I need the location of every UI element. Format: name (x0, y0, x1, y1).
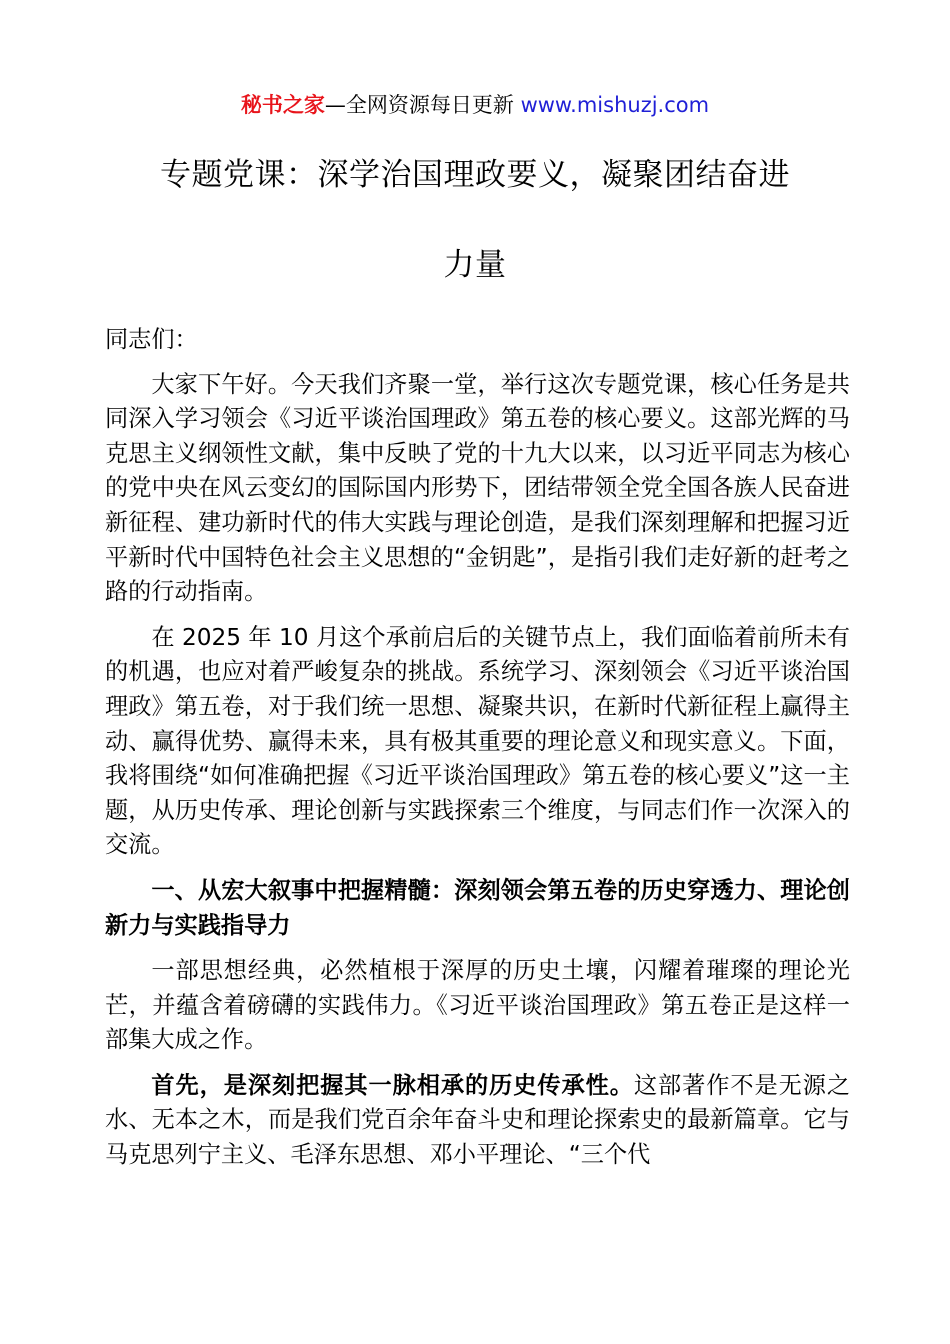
section-paragraph: 一部思想经典，必然植根于深厚的历史土壤，闪耀着璀璨的理论光芒，并蕴含着磅礴的实践伟力。《习近平谈治国理政》第五卷正是这样一部集大成之作。 (105, 957, 850, 1054)
site-header (0, 90, 950, 120)
salutation: 同志们： (105, 326, 198, 353)
point-text: 这部著作不是无源之水、无本之木，而是我们党百余年奋斗史和理论探索史的最新篇章。它与马克思列宁主义、毛泽东思想、邓小平理论、“三个代 (105, 1071, 851, 1169)
site-url-link[interactable]: www.mishuzj.com (520, 93, 710, 117)
point-paragraph (105, 1069, 850, 1173)
paragraph-opening: 大家下午好。今天我们齐聚一堂，举行这次专题党课，核心任务是共同深入学习领会《习近平谈治国理政》第五卷的核心要义。这部光辉的马克思主义纲领性文献，集中反映了党的十九大以来，以习近平同志为核心的党中央在风云变幻的国际国内形势下，团结带领全党全国各族人民奋进新征程、建功新时代的伟大实践与理论创造，是我们深刻理解和把握习近平新时代中国特色社会主义思想的“金钥匙”，是指引我们走好新的赶考之路的行动指南。 (105, 370, 850, 606)
document-title-line-1: 专题党课：深学治国理政要义，凝聚团结奋进 (160, 157, 790, 193)
brand-name: 秘书之家 (240, 93, 325, 117)
point-lead: 首先，是深刻把握其一脉相承的历史传承性。 (151, 1071, 634, 1099)
document-body (105, 323, 850, 1184)
paragraph-context: 在 2025 年 10 月这个承前启后的关键节点上，我们面临着前所未有的机遇，也应对着严峻复杂的挑战。系统学习、深刻领会《习近平谈治国理政》第五卷，对于我们统一思想、凝聚共识，在新时代新征程上赢得主动、赢得优势、赢得未来，具有极其重要的理论意义和现实意义。下面，我将围绕“如何准确把握《习近平谈治国理政》第五卷的核心要义”这一主题，从历史传承、理论创新与实践探索三个维度，与同志们作一次深入的交流。 (105, 623, 850, 859)
site-slogan: —全网资源每日更新 (324, 93, 521, 117)
document-title-line-2: 力量 (443, 247, 507, 283)
section-heading: 一、从宏大叙事中把握精髓：深刻领会第五卷的历史穿透力、理论创新力与实践指导力 (105, 876, 850, 939)
